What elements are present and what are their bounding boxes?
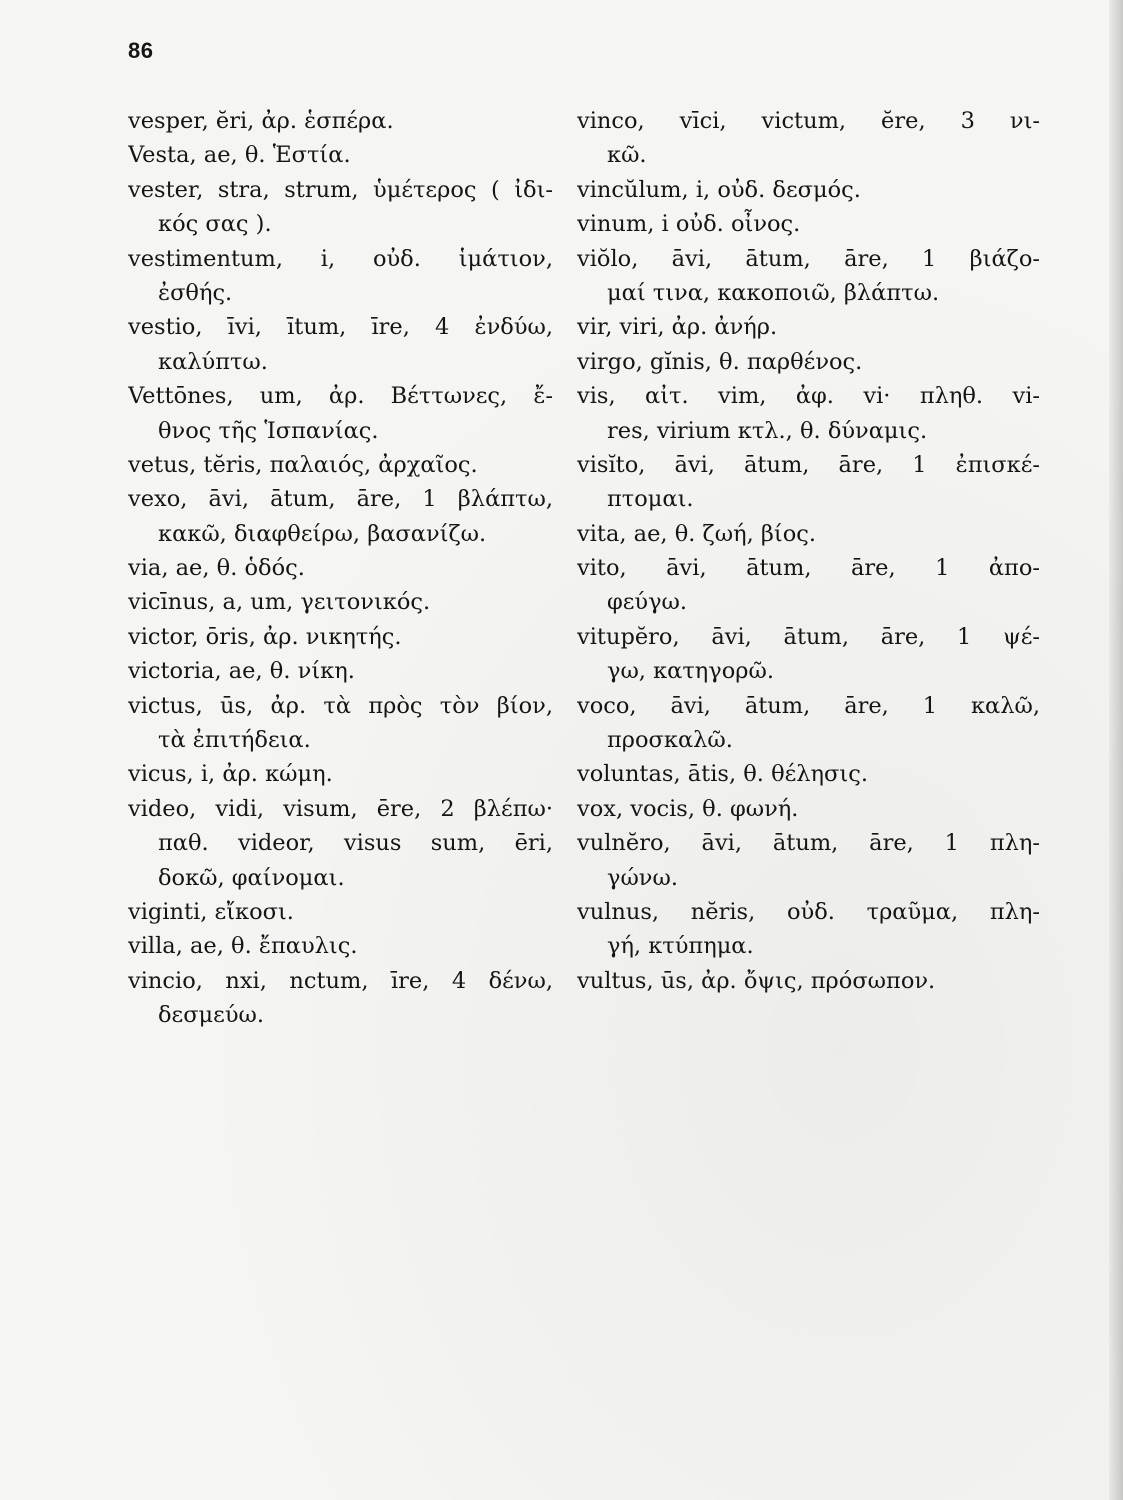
entry-line: victus, ūs, ἀρ. τὰ πρὸς τὸν βίον,	[128, 692, 553, 719]
entry-line: res, virium κτλ., θ. δύναμις.	[607, 417, 928, 444]
entry-line: vetus, tĕris, παλαιός, ἀρχαῖος.	[128, 451, 478, 478]
entry-line: vicīnus, a, um, γειτονικός.	[128, 589, 431, 616]
entry-line: vultus, ūs, ἀρ. ὄψις, πρόσωπον.	[577, 967, 936, 994]
entry-line: πτομαι.	[607, 486, 694, 513]
right-column	[577, 104, 1040, 998]
entry-line: vir, viri, ἀρ. ἀνήρ.	[577, 314, 778, 341]
entry-line: vis, αἰτ. vim, ἀφ. vi· πληθ. vi-	[577, 383, 1040, 410]
entry-line: θνος τῆς Ἱσπανίας.	[158, 417, 379, 444]
entry-line: γω, κατηγορῶ.	[607, 658, 775, 685]
entry-line: τὰ ἐπιτήδεια.	[158, 727, 311, 754]
entry-line: κός σας ).	[158, 211, 272, 238]
entry-line: δεσμεύω.	[158, 1002, 265, 1029]
entry-line: vox, vocis, θ. φωνή.	[577, 795, 799, 822]
entry-line: via, ae, θ. ὁδός.	[128, 555, 305, 582]
entry-line: vulnus, nĕris, οὐδ. τραῦμα, πλη-	[577, 898, 1040, 925]
entry-line: δοκῶ, φαίνομαι.	[158, 864, 345, 891]
entry-line: μαί τινα, κακοποιῶ, βλάπτω.	[607, 279, 940, 306]
entry-line: vestimentum, i, οὐδ. ἱμάτιον,	[128, 245, 553, 272]
entry-line: vicus, i, ἀρ. κώμη.	[128, 761, 333, 788]
entry-line: παθ. videor, visus sum, ēri,	[158, 830, 553, 857]
entry-line: καλύπτω.	[158, 348, 268, 375]
page-edge-shadow	[1109, 0, 1123, 1500]
entry-line: Vesta, ae, θ. Ἑστία.	[128, 142, 351, 169]
entry-line: vito, āvi, ātum, āre, 1 ἀπο-	[577, 555, 1040, 582]
entry-line: visĭto, āvi, ātum, āre, 1 ἐπισκέ-	[577, 451, 1040, 478]
entry-line: φεύγω.	[607, 589, 688, 616]
entry-line: villa, ae, θ. ἔπαυλις.	[128, 933, 358, 960]
entry-line: κῶ.	[607, 142, 647, 169]
entry-line: γώνω.	[607, 864, 678, 891]
left-column	[128, 104, 553, 1033]
entry-line: vulnĕro, āvi, ātum, āre, 1 πλη-	[577, 830, 1040, 857]
page-number: 86	[128, 38, 154, 63]
entry-line: vester, stra, strum, ὑμέτερος ( ἰδι-	[128, 176, 553, 203]
entry-line: viŏlo, āvi, ātum, āre, 1 βιάζο-	[577, 245, 1040, 272]
entry-line: victoria, ae, θ. νίκη.	[128, 658, 355, 685]
entry-line: viginti, εἴκοσι.	[128, 898, 294, 925]
entry-line: voluntas, ātis, θ. θέλησις.	[577, 761, 868, 788]
entry-line: vincio, nxi, nctum, īre, 4 δένω,	[128, 967, 553, 994]
entry-line: vita, ae, θ. ζωή, βίος.	[577, 520, 817, 547]
entry-line: ἐσθής.	[158, 279, 233, 306]
entry-line: γή, κτύπημα.	[607, 933, 754, 960]
entry-line: vestio, īvi, ītum, īre, 4 ἐνδύω,	[128, 314, 553, 341]
entry-line: vinum, i οὐδ. οἶνος.	[577, 211, 801, 238]
entry-line: video, vidi, visum, ēre, 2 βλέπω·	[128, 795, 553, 822]
entry-line: vesper, ĕri, ἀρ. ἑσπέρα.	[128, 108, 394, 134]
entry-line: Vettōnes, um, ἀρ. Βέττωνες, ἔ-	[128, 383, 553, 410]
entry-line: vinco, vīci, victum, ĕre, 3 νι-	[577, 108, 1040, 134]
entry-line: vexo, āvi, ātum, āre, 1 βλάπτω,	[128, 486, 553, 513]
entry-line: victor, ōris, ἀρ. νικητής.	[128, 623, 402, 650]
entry-line: virgo, gĭnis, θ. παρθένος.	[577, 348, 863, 375]
entry-line: vincŭlum, i, οὐδ. δεσμός.	[577, 176, 861, 203]
entry-line: voco, āvi, ātum, āre, 1 καλῶ,	[577, 692, 1040, 719]
entry-line: κακῶ, διαφθείρω, βασανίζω.	[158, 520, 487, 547]
entry-line: προσκαλῶ.	[607, 727, 733, 754]
entry-line: vitupĕro, āvi, ātum, āre, 1 ψέ-	[577, 623, 1040, 650]
